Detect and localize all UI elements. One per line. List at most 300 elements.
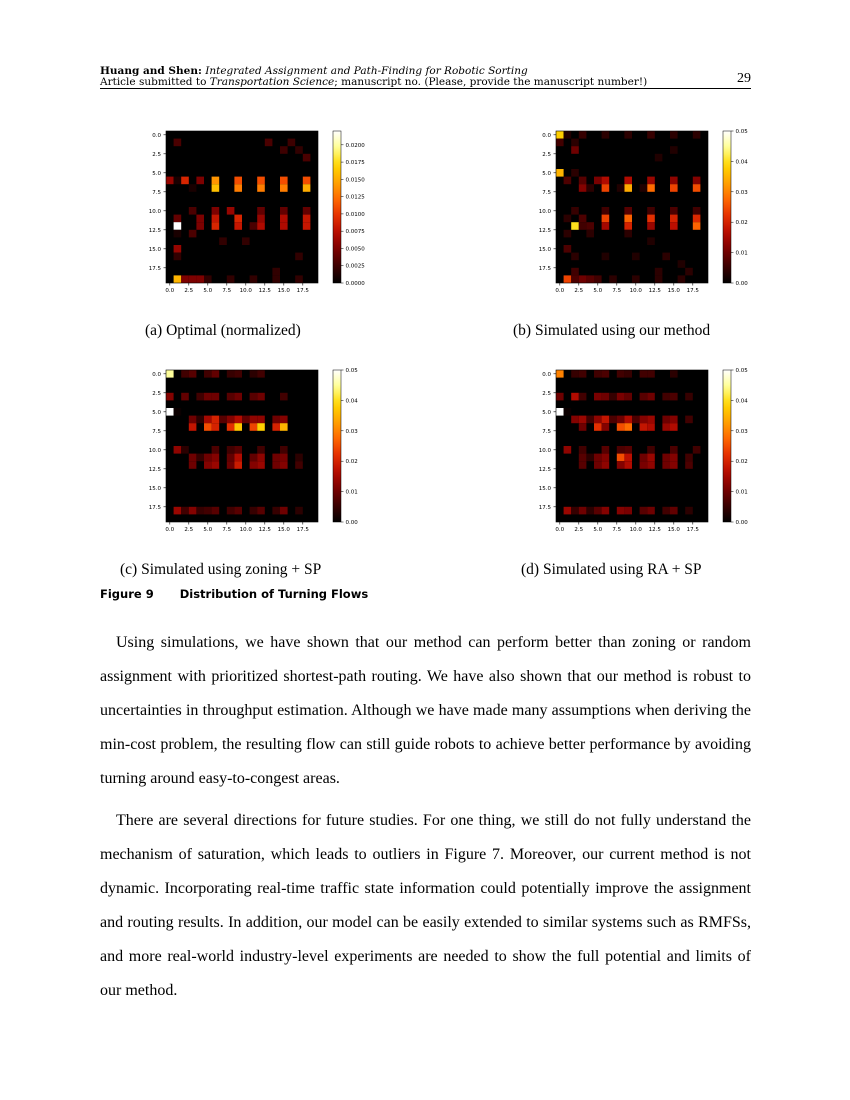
heatmap-c-cell [227, 507, 235, 515]
heatmap-d-cell [640, 454, 648, 462]
heatmap-a-cell [174, 253, 182, 261]
heatmap-c-cell [204, 461, 212, 469]
heatmap-b-cell [579, 215, 587, 223]
heatmap-a-ytick-label: 7.5 [152, 189, 161, 196]
heatmap-c-cbar-tick-label: 0.04 [345, 398, 358, 405]
heatmap-b-cell [685, 268, 693, 276]
heatmap-a-cell [189, 184, 197, 192]
heatmap-a-xtick-label: 10.0 [239, 288, 252, 294]
heatmap-c-cell [189, 370, 197, 378]
heatmap-c-cell [166, 370, 174, 378]
heatmap-c-cell [227, 370, 235, 378]
heatmap-a-xtick-label: 12.5 [258, 288, 271, 294]
heatmap-c-cell [280, 423, 288, 431]
heatmap-a-cell [257, 222, 265, 230]
heatmap-a-cell [174, 177, 182, 185]
heatmap-d-ytick-label: 15.0 [538, 485, 551, 492]
heatmap-d-cbar-tick-label: 0.03 [735, 428, 748, 435]
heatmap-a-cell [257, 207, 265, 215]
heatmap-c-cell [234, 416, 242, 424]
heatmap-d-cell [670, 507, 678, 515]
heatmap-a-cell [189, 207, 197, 215]
heatmap-c-cell [204, 416, 212, 424]
heatmap-d-cbar-tick-label: 0.05 [735, 368, 748, 374]
heatmap-c-cell [257, 423, 265, 431]
heatmap-c-xtick-label: 7.5 [222, 527, 232, 533]
heatmap-d-cell [624, 370, 632, 378]
heatmap-a-cell [303, 154, 311, 162]
heatmap-b-cell [564, 230, 572, 238]
heatmap-b-ytick-label: 0.0 [542, 132, 551, 139]
heatmap-d-cell [640, 461, 648, 469]
heatmap-a-cbar-tick-label: 0.0100 [345, 211, 365, 218]
heatmap-b-cell [579, 275, 587, 283]
heatmap-a-cell [196, 275, 204, 283]
heatmap-b-xtick-label: 7.5 [612, 288, 622, 294]
heatmap-c-cell [234, 446, 242, 454]
heatmap-d-cell [564, 446, 572, 454]
heatmap-a-cbar-tick-label: 0.0175 [345, 160, 365, 167]
heatmap-c-ytick-label: 0.0 [152, 371, 161, 378]
heatmap-c-cell [196, 416, 204, 424]
heatmap-b-cell [571, 207, 579, 215]
heatmap-a-cbar-tick-label: 0.0125 [345, 194, 365, 201]
header-line2-prefix: Article submitted to [100, 76, 210, 88]
heatmap-d-cell [602, 507, 610, 515]
heatmap-a-cell [280, 146, 288, 154]
heatmap-c-xtick-label: 10.0 [239, 527, 252, 533]
running-header [100, 66, 751, 89]
caption-d: (d) Simulated using RA + SP [521, 561, 702, 578]
heatmap-d-cell [617, 507, 625, 515]
heatmap-b-cell [640, 184, 648, 192]
heatmap-c-cell [257, 461, 265, 469]
heatmap-d-cell [647, 423, 655, 431]
heatmap-b-cbar-tick-label: 0.04 [735, 159, 748, 166]
heatmap-c-cell [257, 370, 265, 378]
heatmap-d-cell [662, 454, 670, 462]
header-journal: Transportation Science [209, 76, 335, 88]
heatmap-d-cell [685, 393, 693, 401]
heatmap-b-cbar-tick-label: 0.01 [735, 250, 748, 257]
heatmap-d-ytick-label: 7.5 [542, 428, 551, 435]
heatmap-d-cell [640, 423, 648, 431]
heatmap-c-cell [219, 416, 227, 424]
heatmap-b-cell [624, 177, 632, 185]
heatmap-d-cell [647, 416, 655, 424]
heatmap-c-cell [227, 416, 235, 424]
caption-b: (b) Simulated using our method [513, 322, 711, 339]
heatmap-a-cell [212, 177, 220, 185]
heatmap-c-xtick-label: 5.0 [203, 527, 213, 533]
heatmap-d-cell [647, 461, 655, 469]
heatmap-b-ytick-label: 7.5 [542, 189, 551, 196]
body-text-2 [100, 804, 751, 1008]
heatmap-c-cell [257, 393, 265, 401]
heatmap-c-cell [250, 454, 258, 462]
heatmap-d-cell [617, 370, 625, 378]
heatmap-a-cell [295, 146, 303, 154]
heatmap-d-svg [520, 364, 760, 544]
heatmap-b-cbar-tick-label: 0.05 [735, 129, 748, 135]
heatmap-b-cell [624, 230, 632, 238]
heatmap-c-cell [189, 507, 197, 515]
heatmap-d-cell [594, 461, 602, 469]
heatmap-a-cell [303, 222, 311, 230]
heatmap-d-cell [594, 507, 602, 515]
heatmap-c-cell [227, 461, 235, 469]
heatmap-b-cbar-tick-label: 0.03 [735, 189, 748, 196]
heatmap-c-cell [250, 461, 258, 469]
heatmap-d-cbar-tick-label: 0.00 [735, 520, 748, 526]
heatmap-c-cell [295, 454, 303, 462]
heatmap-c-cell [280, 393, 288, 401]
heatmap-b-cell [579, 131, 587, 139]
heatmap-c-cbar-tick-label: 0.03 [345, 428, 358, 435]
heatmap-c-cell [181, 507, 189, 515]
heatmap-d-ytick-label: 10.0 [538, 447, 551, 454]
heatmap-a-cell [280, 207, 288, 215]
heatmap-c-cell [272, 416, 280, 424]
heatmap-b-cell [556, 169, 564, 177]
heatmap-d-cell [602, 393, 610, 401]
heatmap-d-cell [617, 446, 625, 454]
heatmap-d-cell [586, 454, 594, 462]
heatmap-b-cell [655, 275, 663, 283]
heatmap-a-ytick-label: 5.0 [152, 170, 161, 177]
heatmap-c-cell [204, 454, 212, 462]
heatmap-a-cell [212, 207, 220, 215]
heatmap-b-cell [556, 139, 564, 147]
heatmap-c-ytick-label: 12.5 [148, 466, 161, 473]
heatmap-b-cell [586, 275, 594, 283]
heatmap-d-xtick-label: 15.0 [667, 527, 680, 533]
heatmap-d-cell [662, 423, 670, 431]
heatmap-d-cell [579, 393, 587, 401]
heatmap-b-cell [564, 245, 572, 253]
heatmap-c-cell [250, 416, 258, 424]
heatmap-a-xtick-label: 15.0 [277, 288, 290, 294]
heatmap-a-cell [174, 230, 182, 238]
heatmap-a-cell [295, 253, 303, 261]
heatmap-a-cell [174, 245, 182, 253]
heatmap-d-cell [617, 393, 625, 401]
heatmap-c-cell [272, 423, 280, 431]
heatmap-c-cell [212, 393, 220, 401]
heatmap-c-cell [295, 507, 303, 515]
heatmap-a-cell [234, 177, 242, 185]
heatmap-d-cell [579, 446, 587, 454]
heatmap-a-cell [212, 184, 220, 192]
heatmap-d-cell [647, 393, 655, 401]
heatmap-c-cell [227, 393, 235, 401]
heatmap-b-cell [571, 275, 579, 283]
heatmap-d-cell [670, 423, 678, 431]
heatmap-a-cell [250, 275, 258, 283]
heatmap-b-cell [602, 184, 610, 192]
heatmap-c-cell [196, 393, 204, 401]
heatmap-d-cell [662, 393, 670, 401]
heatmap-c-cell [181, 393, 189, 401]
heatmap-c-cell [181, 370, 189, 378]
heatmap-a-cell [189, 230, 197, 238]
heatmap-d-cell [571, 370, 579, 378]
heatmap-b-cell [655, 154, 663, 162]
heatmap-b-ytick-label: 12.5 [538, 227, 551, 234]
heatmap-b-cell [579, 177, 587, 185]
heatmap-a-cell [219, 237, 227, 245]
heatmap-d-cell [640, 370, 648, 378]
heatmap-b-cell [579, 222, 587, 230]
heatmap-c-xtick-label: 0.0 [165, 527, 175, 533]
heatmap-d-cell [632, 416, 640, 424]
heatmap-b-cell [693, 131, 701, 139]
heatmap-a-cell [174, 222, 182, 230]
heatmap-d-cell [647, 507, 655, 515]
heatmap-a-cell [174, 215, 182, 223]
heatmap-d-cell [602, 370, 610, 378]
heatmap-b-ytick-label: 15.0 [538, 246, 551, 253]
heatmap-d-cell [579, 461, 587, 469]
heatmap-b-cell [602, 177, 610, 185]
heatmap-b-cell [655, 268, 663, 276]
heatmap-a-cell [257, 184, 265, 192]
heatmap-c-cell [257, 446, 265, 454]
heatmap-c-cell [204, 507, 212, 515]
heatmap-b-cell [586, 222, 594, 230]
heatmap-b-cell [602, 222, 610, 230]
header-line-2 [100, 77, 751, 88]
heatmap-b-cell [617, 184, 625, 192]
heatmap-a-cell [189, 275, 197, 283]
heatmap-a-cell [227, 207, 235, 215]
heatmap-b-xtick-label: 2.5 [574, 288, 584, 294]
heatmap-d-cell [624, 454, 632, 462]
heatmap-a-cell [280, 215, 288, 223]
heatmap-b-cell [632, 253, 640, 261]
heatmap-b-cell [579, 184, 587, 192]
heatmap-b-cell [609, 275, 617, 283]
heatmap-d-cell [564, 408, 572, 416]
heatmap-a-cell [288, 139, 296, 147]
heatmap-a-cell [272, 275, 280, 283]
heatmap-c-cell [250, 393, 258, 401]
heatmap-a-cell [303, 184, 311, 192]
heatmap-a-cbar-tick-label: 0.0025 [345, 263, 365, 270]
heatmap-d-cell [647, 454, 655, 462]
heatmap-b-colorbar [723, 131, 731, 283]
heatmap-b-ytick-label: 17.5 [538, 265, 551, 272]
heatmap-d-xtick-label: 12.5 [648, 527, 661, 533]
heatmap-a-cell [242, 237, 250, 245]
heatmap-c-cell [272, 461, 280, 469]
heatmap-d-xtick-label: 17.5 [686, 527, 699, 533]
heatmap-d-ytick-label: 12.5 [538, 466, 551, 473]
heatmap-d-cell [594, 393, 602, 401]
heatmap-d-cell [685, 416, 693, 424]
heatmap-d-cell [579, 507, 587, 515]
heatmap-c-cell [234, 461, 242, 469]
heatmap-d-cell [624, 423, 632, 431]
heatmap-b-cell [670, 177, 678, 185]
heatmap-d-cell [624, 393, 632, 401]
heatmap-c-cell [174, 507, 182, 515]
heatmap-c-cell [174, 408, 182, 416]
heatmap-b-xtick-label: 12.5 [648, 288, 661, 294]
heatmap-d-cell [662, 461, 670, 469]
heatmap-d-colorbar [723, 370, 731, 522]
heatmap-a-cell [204, 275, 212, 283]
heatmap-c-cell [280, 446, 288, 454]
heatmap-c-cell [272, 454, 280, 462]
heatmap-b-xtick-label: 0.0 [555, 288, 565, 294]
heatmap-d-cbar-tick-label: 0.04 [735, 398, 748, 405]
heatmap-b-xtick-label: 15.0 [667, 288, 680, 294]
heatmap-b-cell [662, 253, 670, 261]
heatmap-c-cell [189, 461, 197, 469]
heatmap-b-cell [693, 207, 701, 215]
heatmap-d-cell [693, 446, 701, 454]
heatmap-d-cell [685, 454, 693, 462]
heatmap-c-cell [234, 370, 242, 378]
heatmap-a-ytick-label: 10.0 [148, 208, 161, 215]
heatmap-d-cell [594, 370, 602, 378]
heatmap-c-svg [130, 364, 370, 544]
heatmap-a-cell [234, 222, 242, 230]
heatmap-b-cell [602, 131, 610, 139]
heatmap-c-cell [212, 446, 220, 454]
heatmap-a-cell [272, 268, 280, 276]
heatmap-d-xtick-label: 10.0 [629, 527, 642, 533]
heatmap-b-svg [520, 125, 760, 305]
heatmap-c-cell [242, 416, 250, 424]
heatmap-a-xtick-label: 5.0 [203, 288, 213, 294]
heatmap-b-cell [670, 222, 678, 230]
heatmap-c-cell [181, 446, 189, 454]
heatmap-d-cell [579, 416, 587, 424]
heatmap-a-colorbar [333, 131, 341, 283]
header-authors: Huang and Shen: [100, 65, 202, 77]
heatmap-d-cell [579, 454, 587, 462]
heatmap-a-cell [174, 139, 182, 147]
heatmap-d-cell [617, 423, 625, 431]
heatmap-d-xtick-label: 2.5 [574, 527, 584, 533]
heatmap-d-cell [556, 370, 564, 378]
heatmap-c-cell [189, 416, 197, 424]
heatmap-d-xtick-label: 5.0 [593, 527, 603, 533]
heatmap-c-cell [212, 461, 220, 469]
heatmap-b-cell [670, 207, 678, 215]
heatmap-c-cell [280, 461, 288, 469]
heatmap-d-cell [640, 507, 648, 515]
page-number: 29 [737, 71, 751, 86]
heatmap-d-cell [670, 416, 678, 424]
heatmap-a-cell [196, 215, 204, 223]
heatmap-c-cell [250, 370, 258, 378]
heatmap-d-cell [624, 416, 632, 424]
heatmap-d-cell [647, 446, 655, 454]
heatmap-a-cell [280, 184, 288, 192]
header-line2-suffix: ; manuscript no. (Please, provide the manuscript number!) [334, 76, 648, 88]
heatmap-c-cell [204, 423, 212, 431]
heatmap-a-xtick-label: 7.5 [222, 288, 232, 294]
heatmap-b-cell [693, 184, 701, 192]
heatmap-b-xtick-label: 5.0 [593, 288, 603, 294]
heatmap-a-ytick-label: 2.5 [152, 151, 161, 158]
heatmap-b-cell [624, 215, 632, 223]
figure-label [100, 587, 368, 601]
heatmap-c-xtick-label: 2.5 [184, 527, 194, 533]
heatmap-c-cell [234, 454, 242, 462]
heatmap-d-cell [556, 393, 564, 401]
heatmap-a-cell [234, 215, 242, 223]
heatmap-b-cell [564, 275, 572, 283]
heatmap-c-ytick-label: 15.0 [148, 485, 161, 492]
heatmap-a-cell [295, 275, 303, 283]
heatmap-a-cell [303, 207, 311, 215]
heatmap-a-xtick-label: 17.5 [296, 288, 309, 294]
heatmap-a-cbar-tick-label: 0.0000 [345, 281, 365, 287]
body-text [100, 626, 751, 796]
heatmap-c-cell [227, 423, 235, 431]
heatmap-c-cell [257, 507, 265, 515]
heatmap-c-cell [212, 370, 220, 378]
heatmap-d-cell [609, 416, 617, 424]
heatmap-c-cell [250, 507, 258, 515]
heatmap-d-cell [571, 416, 579, 424]
heatmap-d-cbar-tick-label: 0.01 [735, 489, 748, 496]
heatmap-b-cell [678, 260, 686, 268]
heatmap-c-cell [272, 507, 280, 515]
heatmap-c-cell [196, 454, 204, 462]
heatmap-b-cell [670, 131, 678, 139]
heatmap-b-cbar-tick-label: 0.00 [735, 281, 748, 287]
heatmap-d-cell [617, 416, 625, 424]
heatmap-b-cell [571, 146, 579, 154]
heatmap-b-cell [571, 268, 579, 276]
heatmap-d-cell [602, 423, 610, 431]
heatmap-b-cell [647, 131, 655, 139]
heatmap-a-ytick-label: 17.5 [148, 265, 161, 272]
heatmap-d-ytick-label: 0.0 [542, 371, 551, 378]
heatmap-c-cell [196, 507, 204, 515]
heatmap-d-cell [617, 461, 625, 469]
heatmap-b-cell [602, 215, 610, 223]
heatmap-b-cell [571, 139, 579, 147]
heatmap-b-cell [586, 230, 594, 238]
heatmap-c-cell [174, 446, 182, 454]
heatmap-b-cell [594, 275, 602, 283]
heatmap-c-cell [166, 408, 174, 416]
caption-c: (c) Simulated using zoning + SP [120, 561, 322, 578]
heatmap-d-cell [556, 408, 564, 416]
heatmap-d-cell [609, 393, 617, 401]
heatmap-a-cell [280, 222, 288, 230]
heatmap-c-cell [212, 416, 220, 424]
heatmap-a-cell [303, 177, 311, 185]
heatmap-c-ytick-label: 2.5 [152, 390, 161, 397]
heatmap-c-cell [250, 423, 258, 431]
heatmap-b-ytick-label: 5.0 [542, 170, 551, 177]
heatmap-d-cell [640, 393, 648, 401]
heatmap-d-cell [685, 507, 693, 515]
heatmap-a-cell [181, 177, 189, 185]
heatmap-a-cell [181, 275, 189, 283]
heatmap-a-xtick-label: 2.5 [184, 288, 194, 294]
heatmap-c-cell [234, 393, 242, 401]
heatmap-d-cell [647, 370, 655, 378]
paragraph-2: There are several directions for future studies. For one thing, we still do not fully understand the mechanism of saturation, which leads to outliers in Figure 7. Moreover, our current method is not dynamic. Incorporating real-time traffic state information could potentially improve the assignment and routing results. In addition, our model can be easily extended to similar systems such as RMFSs, and more real-world industry-level experiments are needed to show the full potential and limits of our method. [100, 812, 751, 999]
